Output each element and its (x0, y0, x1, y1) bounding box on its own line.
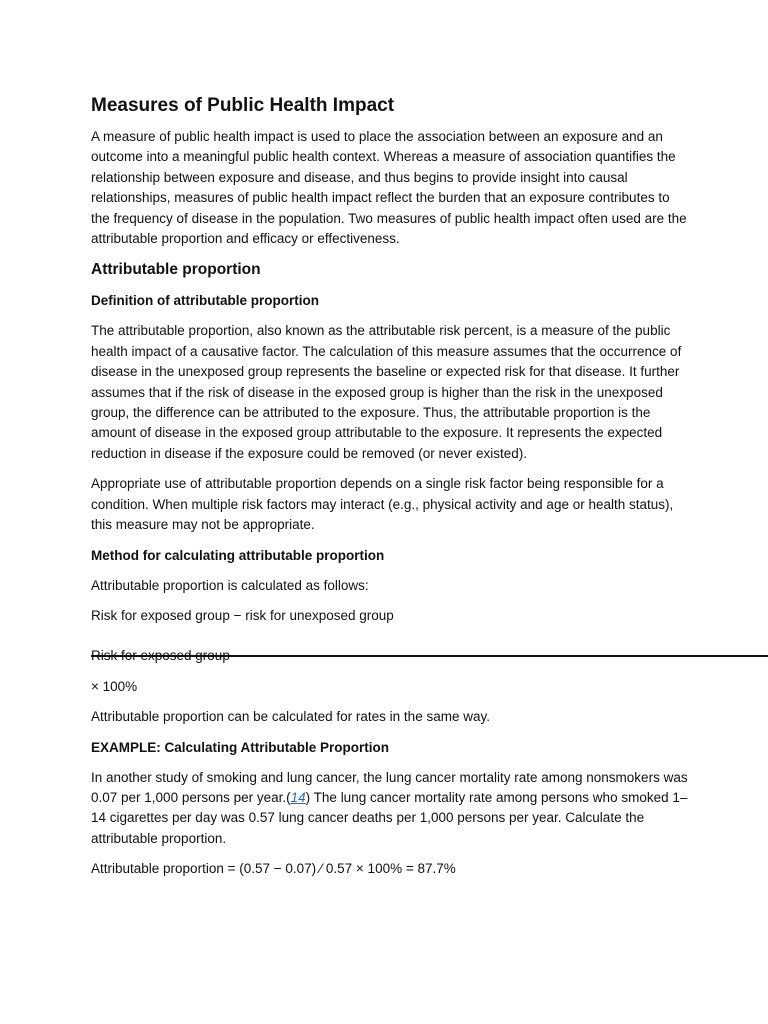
definition-paragraph: The attributable proportion, also known as the attributable risk percent, is a measure of the public health impact of a causative factor. The calculation of this measure assumes that the occurrence of disease in the unexposed group represents the baseline or expected risk for that disease. It further assumes that if the risk of disease in the exposed group is higher than the risk in the unexposed group, the difference can be attributed to the exposure. Thus, the attributable proportion is the amount of disease in the exposed group attributable to the exposure. It represents the expected reduction in disease if the exposure could be removed (or never existed). (91, 323, 682, 461)
example-text-before-ref: In another study of smoking and lung cancer, the lung cancer mortality rate among nonsmokers was 0.07 per 1,000 persons per year.( (91, 769, 688, 805)
section-heading-attributable-proportion: Attributable proportion (91, 261, 261, 279)
page-title: Measures of Public Health Impact (91, 95, 395, 116)
rates-note: Attributable proportion can be calculated for rates in the same way. (91, 709, 490, 725)
example-result: Attributable proportion = (0.57 − 0.07) ⁄ 0.57 × 100% = 87.7% (91, 861, 456, 877)
document-page (91, 93, 691, 880)
method-intro: Attributable proportion is calculated as follows: (91, 577, 369, 593)
formula-numerator: Risk for exposed group − risk for unexposed group (91, 607, 394, 623)
fraction-divider (91, 655, 768, 657)
intro-paragraph: A measure of public health impact is used to place the association between an exposure and an outcome into a meaningful public health context. Whereas a measure of association quantifies the relationship between exposure and disease, and thus begins to provide insight into causal relationships, measures of public health impact reflect the burden that an exposure contributes to the frequency of disease in the population. Two measures of public health impact often used are the attributable proportion and efficacy or effectiveness. (91, 129, 687, 247)
example-text-after-ref: ) The lung cancer mortality rate among persons who smoked 1–14 cigarettes per day was 0.57 lung cancer deaths per 1,000 persons per year. Calculate the attributable proportion. (91, 789, 688, 846)
example-heading: EXAMPLE: Calculating Attributable Proportion (91, 739, 390, 755)
formula-multiplier: × 100% (91, 678, 138, 694)
formula-denominator: Risk for exposed group (91, 648, 230, 664)
example-paragraph (91, 768, 691, 850)
subheading-definition: Definition of attributable proportion (91, 293, 319, 309)
reference-link-14[interactable]: 14 (290, 789, 306, 805)
subheading-method: Method for calculating attributable proportion (91, 547, 385, 563)
appropriate-use-paragraph: Appropriate use of attributable proportion depends on a single risk factor being responsible for a condition. When multiple risk factors may interact (e.g., physical activity and age or health status), this measure may not be appropriate. (91, 476, 674, 533)
